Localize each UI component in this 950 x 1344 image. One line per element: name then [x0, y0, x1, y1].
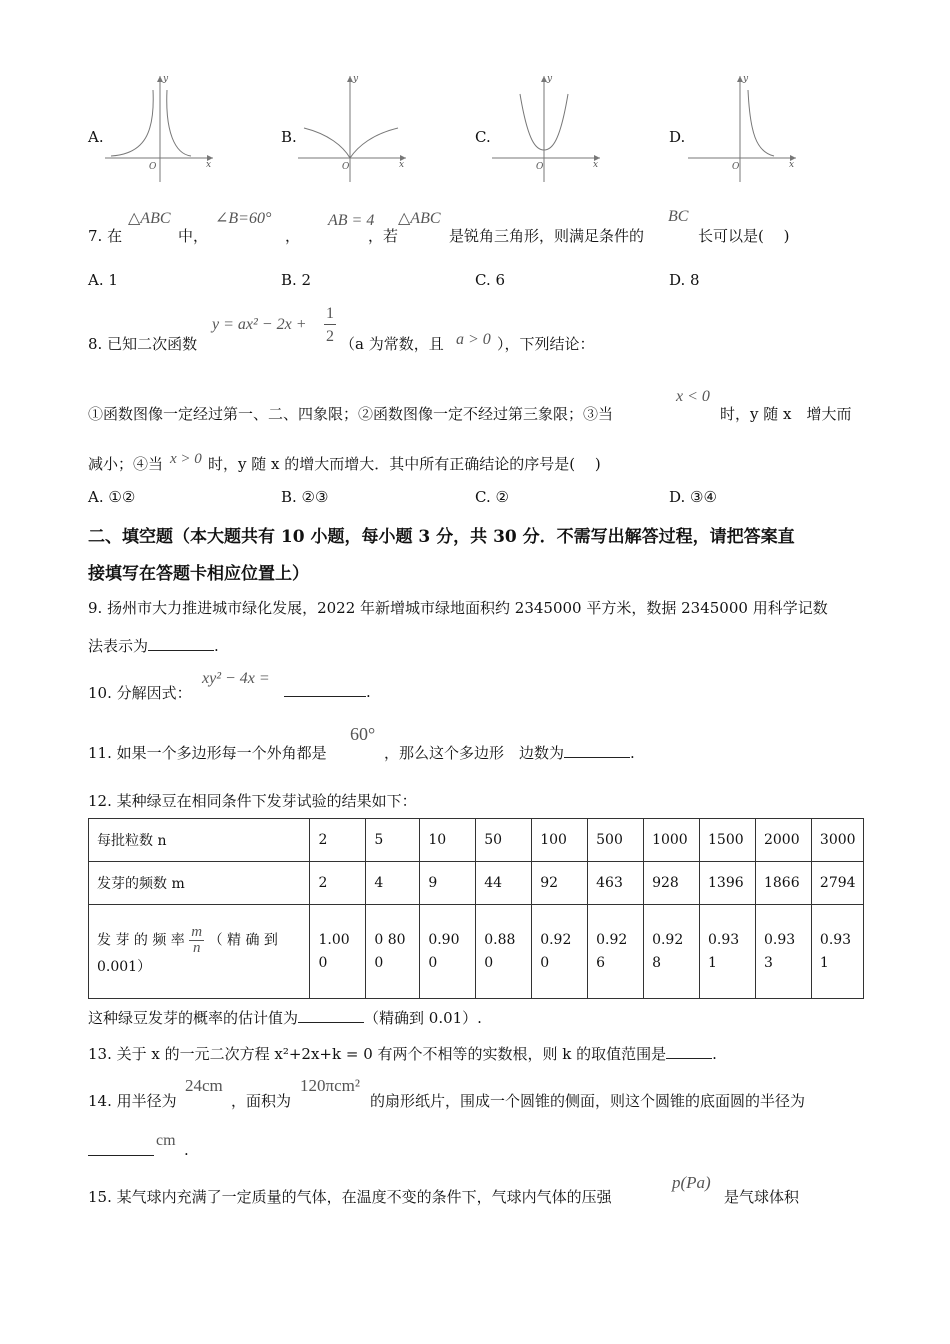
q9-line2: 法表示为 .: [88, 637, 219, 655]
q7-ab: AB = 4: [328, 212, 375, 229]
q14-text-2: ，面积为: [231, 1092, 292, 1110]
q8-line2a: ①函数图像一定经过第一、二、四象限；②函数图像一定不经过第三象限；③当: [88, 405, 614, 423]
q13-text: 13. 关于 x 的一元二次方程 x²+2x+k = 0 有两个不相等的实数根，则 k 的取值范围是 .: [88, 1045, 717, 1063]
section2-title-line1: 二、填空题（本大题共有 10 小题，每小题 3 分，共 30 分．不需写出解答过程，请把答案直: [88, 527, 795, 547]
table-row: [89, 862, 864, 905]
q7-option-c: C. 6: [475, 271, 506, 289]
option-a-label: A.: [88, 128, 104, 146]
q7-option-b: B. 2: [281, 271, 312, 289]
q12-after: 这种绿豆发芽的概率的估计值为 （精确到 0.01）.: [88, 1009, 482, 1027]
answer-blank: [148, 636, 214, 651]
answer-blank: [88, 1141, 154, 1156]
q10-num: 10. 分解因式：: [88, 684, 192, 702]
axis-x: x: [789, 160, 795, 170]
table-cell: 5: [366, 819, 420, 862]
table-cell: 1396: [700, 862, 756, 905]
row-label: 发 芽 的 频 率 $\frac{m}{n}$ （ 精 确 到 0.001）: [89, 905, 310, 999]
row-label: 发芽的频数 m: [89, 862, 310, 905]
origin: O: [149, 162, 157, 172]
q8-option-b: B. ②③: [281, 488, 329, 506]
q7-comma: ，: [285, 227, 301, 245]
graph-c: [492, 72, 607, 182]
table-cell: 1500: [700, 819, 756, 862]
origin: O: [536, 162, 544, 172]
axis-y: y: [743, 74, 749, 84]
q8-frac-line: [324, 324, 336, 325]
q14-end: .: [184, 1141, 189, 1159]
origin: O: [342, 162, 350, 172]
q7-text-4: 长可以是( ): [698, 227, 790, 245]
row-label: 每批粒数 n: [89, 819, 310, 862]
table-row: [89, 905, 864, 999]
axis-x: x: [399, 160, 405, 170]
q8-cond3: x > 0: [170, 451, 202, 467]
q7-option-d: D. 8: [669, 271, 700, 289]
q8-cond2: x < 0: [676, 388, 710, 405]
axis-x: x: [593, 160, 599, 170]
q14-unit: cm: [156, 1132, 176, 1149]
origin: O: [732, 162, 740, 172]
q7-option-a: A. 1: [88, 271, 118, 289]
q8-line3a: 减小；④当: [88, 455, 164, 473]
germination-table: [88, 818, 864, 999]
q15-text-2: 是气球体积: [724, 1188, 800, 1206]
option-b-label: B.: [281, 128, 297, 146]
q12-intro: 12. 某种绿豆在相同条件下发芽试验的结果如下：: [88, 792, 417, 810]
table-cell: 4: [366, 862, 420, 905]
axis-x: x: [206, 160, 212, 170]
q8-line3b: 时，y 随 x 的增大而增大．其中所有正确结论的序号是( ): [208, 455, 601, 473]
table-cell: 44: [476, 862, 532, 905]
table-cell: 1000: [644, 819, 700, 862]
q9-line1: 9. 扬州市大力推进城市绿化发展，2022 年新增城市绿地面积约 2345000 平方米，数据 2345000 用科学记数: [88, 599, 828, 617]
q11-text-1: 11. 如果一个多边形每一个外角都是: [88, 744, 327, 762]
table-cell: 0.93 1: [811, 905, 863, 999]
table-cell: 50: [476, 819, 532, 862]
table-cell: 928: [644, 862, 700, 905]
q8-func: y = ax² − 2x +: [212, 316, 307, 333]
table-cell: 1.00 0: [310, 905, 366, 999]
option-d-label: D.: [669, 128, 686, 146]
answer-blank: [284, 682, 366, 697]
q14-blank: [88, 1141, 154, 1160]
q10-blank: .: [284, 682, 371, 701]
graph-a: [105, 72, 220, 182]
table-cell: 3000: [811, 819, 863, 862]
q8-text-1: （a 为常数，且: [340, 335, 444, 353]
q8-frac-den: 2: [326, 328, 334, 345]
table-cell: 0.92 6: [588, 905, 644, 999]
q8-text-2: ），下列结论：: [497, 335, 595, 353]
q14-area: 120πcm²: [300, 1076, 360, 1095]
q10-expr: xy² − 4x =: [202, 670, 270, 687]
table-cell: 92: [532, 862, 588, 905]
q8-option-c: C. ②: [475, 488, 509, 506]
q7-text-1: 中，: [178, 227, 209, 245]
table-cell: 0.93 1: [700, 905, 756, 999]
q8-cond: a > 0: [456, 331, 491, 348]
q7-text-3: 是锐角三角形，则满足条件的: [449, 227, 645, 245]
table-cell: 2000: [755, 819, 811, 862]
table-cell: 10: [420, 819, 476, 862]
q7-triangle-1: △ABC: [128, 210, 171, 227]
table-cell: 0.92 8: [644, 905, 700, 999]
q7-bc: BC: [668, 208, 689, 225]
table-cell: 0.90 0: [420, 905, 476, 999]
table-cell: 463: [588, 862, 644, 905]
answer-blank: [666, 1044, 712, 1059]
table-cell: 0.88 0: [476, 905, 532, 999]
table-cell: 9: [420, 862, 476, 905]
table-cell: 2: [310, 862, 366, 905]
q8-option-d: D. ③④: [669, 488, 717, 506]
axis-y: y: [163, 74, 169, 84]
option-c-label: C.: [475, 128, 491, 146]
fraction-m-over-n: $\frac{m}{n}$: [191, 923, 203, 956]
q11-angle: 60°: [350, 724, 376, 744]
q11-text-2: ，那么这个多边形 边数为 .: [384, 744, 635, 762]
axis-y: y: [353, 74, 359, 84]
answer-blank: [564, 743, 630, 758]
q8-line2b: 时，y 随 x 增大而: [720, 405, 852, 423]
q8-frac-num: 1: [326, 305, 334, 322]
table-row: [89, 819, 864, 862]
section2-title-line2: 接填写在答题卡相应位置上）: [88, 564, 309, 584]
table-cell: 0.92 0: [532, 905, 588, 999]
table-cell: 0.93 3: [755, 905, 811, 999]
table-cell: 2: [310, 819, 366, 862]
table-cell: 1866: [755, 862, 811, 905]
graph-d: [688, 72, 803, 182]
table-cell: 100: [532, 819, 588, 862]
answer-blank: [298, 1008, 364, 1023]
table-cell: 2794: [811, 862, 863, 905]
q7-num: 7. 在: [88, 227, 123, 245]
q14-text-1: 14. 用半径为: [88, 1092, 177, 1110]
graph-b: [298, 72, 413, 182]
axis-y: y: [547, 74, 553, 84]
q15-p: p(Pa): [672, 1173, 711, 1192]
q14-text-3: 的扇形纸片，围成一个圆锥的侧面，则这个圆锥的底面圆的半径为: [370, 1092, 806, 1110]
q14-radius: 24cm: [185, 1076, 223, 1095]
q15-text-1: 15. 某气球内充满了一定质量的气体，在温度不变的条件下，气球内气体的压强: [88, 1188, 612, 1206]
q8-option-a: A. ①②: [88, 488, 136, 506]
table-cell: 500: [588, 819, 644, 862]
q8-num: 8. 已知二次函数: [88, 335, 198, 353]
q7-angle: ∠B=60°: [215, 210, 272, 227]
q7-triangle-2: △ABC: [398, 210, 441, 227]
q7-text-2: ，若: [368, 227, 399, 245]
table-cell: 0 80 0: [366, 905, 420, 999]
